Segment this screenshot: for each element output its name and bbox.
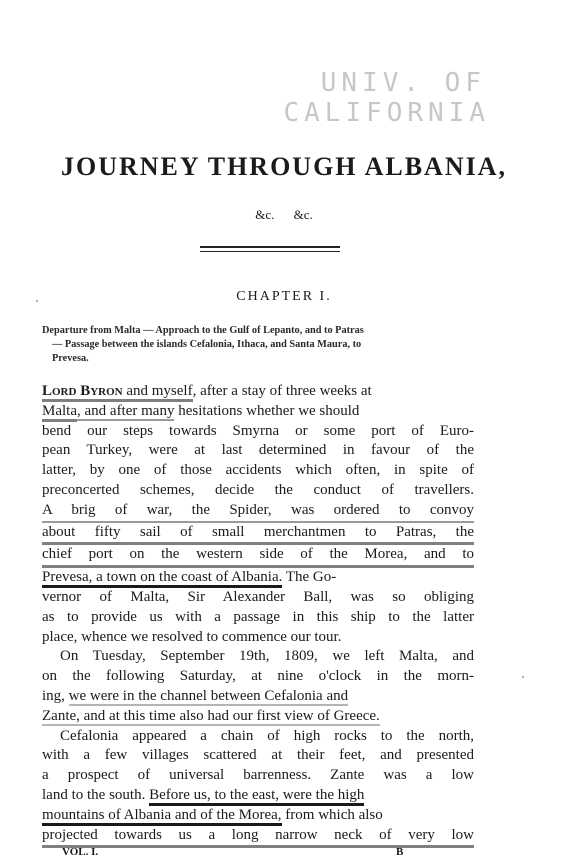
text-line — [42, 707, 474, 727]
chapter-heading: CHAPTER I. — [236, 289, 332, 304]
summary-line: Departure from Malta — Approach to the Gulf of Lepanto, and to Patras — [42, 325, 364, 336]
text-run: Before us, to the east, were the high — [149, 787, 364, 806]
text-line — [42, 382, 474, 402]
text-line — [42, 568, 474, 588]
text-run: , after a stay of three weeks at — [192, 383, 372, 399]
text-line: on the following Saturday, at nine o'clock in the morn- — [42, 668, 474, 685]
title-etc: &c. &c. — [255, 207, 313, 222]
summary-line: — Passage between the islands Cefalonia, Ithaca, and Santa Maura, to — [52, 339, 362, 350]
body-text — [42, 382, 474, 848]
text-line — [42, 806, 474, 826]
text-line: as to provide us with a passage in this ship to the latter — [42, 608, 474, 625]
text-run: land to the south. — [42, 786, 150, 803]
text-run: Prevesa, a town on the coast of Albania. — [42, 569, 282, 588]
text-run: hesitations whether we should — [174, 402, 360, 419]
text-run: and myself — [123, 383, 193, 402]
text-line: pean Turkey, were at last determined in favour of the — [42, 442, 474, 459]
text-run: Lord Byron — [42, 383, 123, 402]
text-line: a prospect of universal barrenness. Zante was a low — [42, 767, 474, 784]
text-line: vernor of Malta, Sir Alexander Ball, was so obliging — [42, 588, 474, 605]
summary-line: Prevesa. — [52, 353, 89, 364]
text-run: ing, — [42, 687, 69, 704]
text-run: we were in the channel between Cefalonia and — [68, 687, 349, 704]
text-run: The Go- — [282, 569, 337, 586]
paper-speck — [36, 300, 38, 302]
text-line — [42, 687, 474, 707]
text-line: bend our steps towards Smyrna or some port of Euro- — [42, 422, 474, 439]
library-stamp — [280, 66, 490, 130]
text-line — [42, 786, 474, 806]
text-line — [42, 402, 474, 422]
text-run: mountains of Albania and of the Morea, — [42, 807, 282, 826]
text-line: preconcerted schemes, decide the conduct of travellers. — [42, 481, 474, 498]
text-line: with a few villages scattered at their feet, and presented — [42, 747, 474, 764]
paper-speck — [522, 676, 524, 678]
text-run: from which also — [281, 806, 383, 823]
page-footer — [62, 846, 422, 858]
volume-label: VOL. I. — [62, 846, 99, 858]
text-line: place, whence we resolved to commence our tour. — [42, 628, 342, 645]
stamp-line-2: CALIFORNIA — [283, 98, 490, 128]
text-run: , and after many — [77, 402, 175, 419]
text-line: latter, by one of those accidents which often, in spite of — [42, 462, 474, 479]
text-line: projected towards us a long narrow neck of very low — [42, 826, 474, 849]
text-run: Malta — [42, 403, 77, 422]
text-line: A brig of war, the Spider, was ordered to convoy — [42, 501, 474, 523]
title-rule — [200, 246, 340, 252]
text-line: chief port on the western side of the Morea, and to — [42, 545, 474, 568]
text-line: about fifty sail of small merchantmen to Patras, the — [42, 523, 474, 546]
text-line: Cefalonia appeared a chain of high rocks to the north, — [60, 727, 474, 744]
chapter-summary — [42, 324, 472, 366]
text-run: Zante, and at this time also had our first view of Greece. — [42, 707, 380, 724]
signature-mark: B — [396, 846, 404, 858]
stamp-line-1: UNIV. OF — [320, 68, 486, 98]
text-line: On Tuesday, September 19th, 1809, we left Malta, and — [60, 648, 474, 665]
page-title: JOURNEY THROUGH ALBANIA, — [61, 152, 507, 181]
